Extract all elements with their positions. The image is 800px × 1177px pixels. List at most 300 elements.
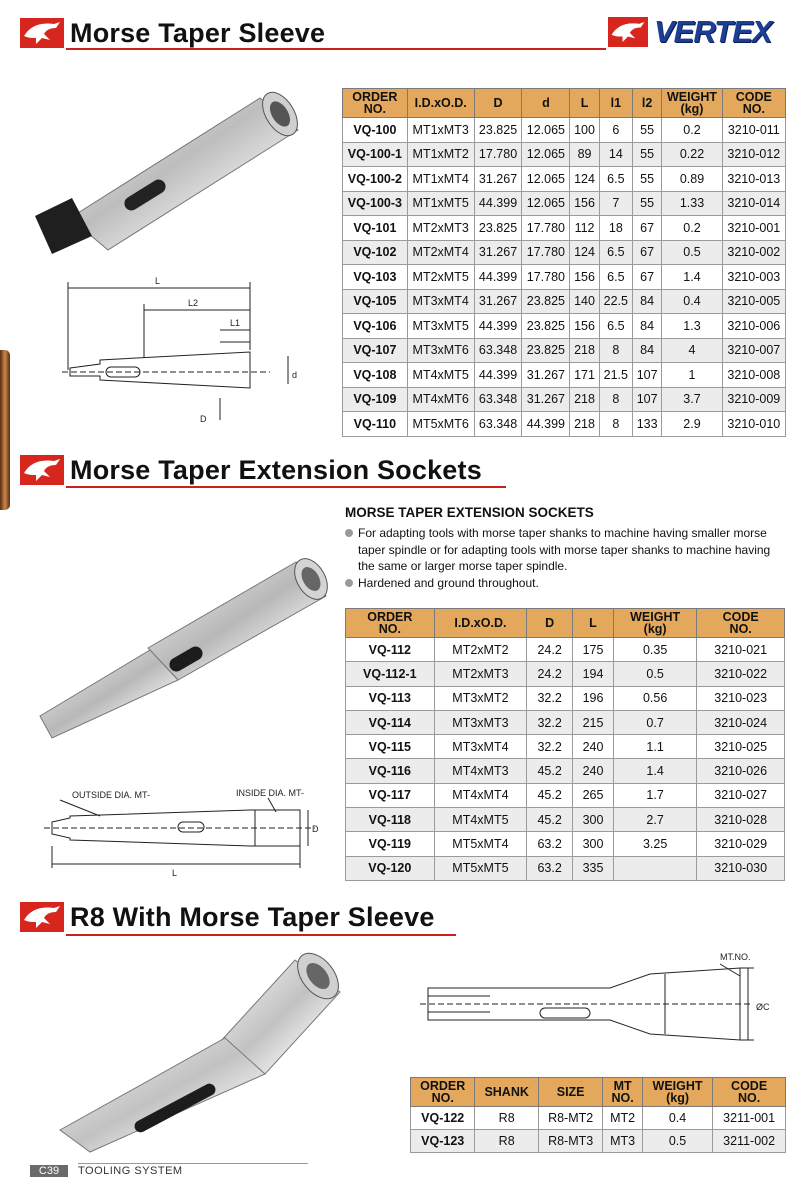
extension-subheading: MORSE TAPER EXTENSION SOCKETS	[345, 505, 594, 520]
table-cell: 240	[573, 735, 614, 759]
table-row	[343, 265, 786, 290]
table-cell: MT3xMT4	[434, 735, 527, 759]
table-cell: 6	[599, 118, 632, 143]
table-cell: 112	[570, 216, 599, 241]
table-row	[343, 142, 786, 167]
table-cell: 3210-010	[722, 412, 785, 437]
table-cell: 3210-007	[722, 338, 785, 363]
table-cell: 17.780	[474, 142, 522, 167]
table-cell: 156	[570, 265, 599, 290]
table-cell: 63.2	[527, 832, 573, 856]
eagle-icon	[20, 902, 64, 932]
table-cell: 0.5	[662, 240, 722, 265]
table-cell: 24.2	[527, 662, 573, 686]
eagle-icon	[20, 18, 64, 48]
table-row	[346, 638, 785, 662]
table-cell: 1.33	[662, 191, 722, 216]
table-cell: MT2xMT2	[434, 638, 527, 662]
order-number-cell: VQ-114	[346, 710, 435, 734]
order-number-cell: VQ-118	[346, 808, 435, 832]
order-number-cell: VQ-109	[343, 387, 408, 412]
table-cell: 23.825	[522, 338, 570, 363]
table-cell	[613, 856, 696, 880]
table-row	[343, 240, 786, 265]
column-header-line: (kg)	[680, 102, 704, 116]
section-title: Morse Taper Sleeve	[70, 18, 326, 48]
page-edge-decoration	[0, 350, 10, 510]
table-cell: 63.348	[474, 387, 522, 412]
table-row	[343, 338, 786, 363]
column-header-line: l2	[641, 96, 653, 110]
column-header-line: I.D.xO.D.	[414, 96, 467, 110]
column-header-line: L	[589, 616, 597, 630]
column-header	[411, 1078, 475, 1107]
column-header	[603, 1078, 643, 1107]
table-cell: 1.1	[613, 735, 696, 759]
table-cell: 2.7	[613, 808, 696, 832]
table-cell: 124	[570, 240, 599, 265]
table-cell: 3210-030	[697, 856, 785, 880]
column-header-line: CODE	[722, 610, 759, 624]
table-cell: 7	[599, 191, 632, 216]
column-header	[570, 89, 599, 118]
bullet-item: For adapting tools with morse taper shanks to machine having smaller morse taper spindle or for adapting tools with morse taper shanks to machine having the same or larger morse taper spindle.	[345, 525, 785, 575]
table-cell: 55	[632, 167, 661, 192]
column-header	[538, 1078, 602, 1107]
column-header	[613, 609, 696, 638]
table-cell: 44.399	[522, 412, 570, 437]
table-cell: 23.825	[522, 289, 570, 314]
column-header-line: NO.	[742, 102, 765, 116]
table-cell: MT3xMT6	[407, 338, 474, 363]
table-cell: 6.5	[599, 265, 632, 290]
table-cell: 84	[632, 338, 661, 363]
column-header	[434, 609, 527, 638]
table-cell: 55	[632, 118, 661, 143]
table-cell: 133	[632, 412, 661, 437]
table-cell: 215	[573, 710, 614, 734]
table-cell: 171	[570, 363, 599, 388]
table-cell: MT4xMT6	[407, 387, 474, 412]
dim-label-outside: OUTSIDE DIA. MT-	[72, 790, 151, 800]
table-cell: 3.7	[662, 387, 722, 412]
table-cell: 3210-008	[722, 363, 785, 388]
table-cell: 100	[570, 118, 599, 143]
column-header-line: SHANK	[484, 1085, 529, 1099]
table-cell: 8	[599, 412, 632, 437]
table-cell: 140	[570, 289, 599, 314]
footer-rule	[78, 1163, 308, 1164]
table-cell: 84	[632, 314, 661, 339]
table-cell: 44.399	[474, 314, 522, 339]
table-cell: 6.5	[599, 167, 632, 192]
dim-label-mt-no: MT.NO.	[720, 952, 751, 962]
table-cell: MT4xMT3	[434, 759, 527, 783]
table-cell: 67	[632, 240, 661, 265]
column-header-line: (kg)	[643, 622, 667, 636]
table-row	[343, 191, 786, 216]
table-cell: 31.267	[474, 289, 522, 314]
table-cell: 14	[599, 142, 632, 167]
column-header-line: WEIGHT	[667, 90, 717, 104]
table-cell: 21.5	[599, 363, 632, 388]
dim-label-l: L	[155, 276, 161, 286]
dim-label-d-small: d	[292, 370, 298, 380]
table-cell: 45.2	[527, 808, 573, 832]
table-cell: 3210-012	[722, 142, 785, 167]
table-cell: 0.4	[642, 1107, 712, 1130]
table-row	[346, 856, 785, 880]
column-header-line: NO.	[431, 1091, 454, 1105]
table-header-row	[411, 1078, 786, 1107]
table-cell: 107	[632, 387, 661, 412]
table-cell: 44.399	[474, 191, 522, 216]
table-cell: 124	[570, 167, 599, 192]
table-cell: 218	[570, 387, 599, 412]
table-cell: MT4xMT5	[434, 808, 527, 832]
column-header-line: NO.	[738, 1091, 761, 1105]
table-cell: R8	[475, 1107, 539, 1130]
table-cell: 0.4	[662, 289, 722, 314]
table-cell: 196	[573, 686, 614, 710]
column-header	[632, 89, 661, 118]
table-cell: 67	[632, 216, 661, 241]
dim-label-d: D	[312, 824, 319, 834]
table-cell: 218	[570, 338, 599, 363]
table-cell: MT4xMT5	[407, 363, 474, 388]
table-cell: 0.22	[662, 142, 722, 167]
column-header	[407, 89, 474, 118]
table-cell: 335	[573, 856, 614, 880]
table-cell: 3210-006	[722, 314, 785, 339]
table-cell: 3210-025	[697, 735, 785, 759]
column-header-line: I.D.xO.D.	[454, 616, 507, 630]
dim-label-inside: INSIDE DIA. MT-	[236, 788, 305, 798]
table-cell: MT2xMT3	[434, 662, 527, 686]
table-row	[411, 1107, 786, 1130]
column-header-line: WEIGHT	[630, 610, 681, 624]
column-header-line: MT	[613, 1079, 632, 1093]
table-cell: 218	[570, 412, 599, 437]
table-cell: 31.267	[522, 387, 570, 412]
dim-label-c: ØC	[756, 1002, 770, 1012]
sleeve-drawing	[60, 270, 310, 430]
table-cell: 3210-022	[697, 662, 785, 686]
table-cell: MT2xMT3	[407, 216, 474, 241]
table-row	[346, 662, 785, 686]
order-number-cell: VQ-122	[411, 1107, 475, 1130]
column-header	[662, 89, 722, 118]
table-cell: 6.5	[599, 240, 632, 265]
order-number-cell: VQ-101	[343, 216, 408, 241]
order-number-cell: VQ-106	[343, 314, 408, 339]
table-row	[346, 710, 785, 734]
table-row	[343, 387, 786, 412]
table-cell: MT3xMT5	[407, 314, 474, 339]
column-header	[474, 89, 522, 118]
table-row	[346, 759, 785, 783]
table-cell: MT5xMT4	[434, 832, 527, 856]
table-cell: 0.5	[613, 662, 696, 686]
table-row	[343, 289, 786, 314]
section-header-sleeve	[20, 18, 325, 48]
table-cell: 55	[632, 191, 661, 216]
table-cell: 194	[573, 662, 614, 686]
order-number-cell: VQ-102	[343, 240, 408, 265]
order-number-cell: VQ-112	[346, 638, 435, 662]
order-number-cell: VQ-100-3	[343, 191, 408, 216]
column-header-line: SIZE	[556, 1085, 585, 1099]
table-cell: 3211-001	[713, 1107, 786, 1130]
table-cell: 89	[570, 142, 599, 167]
table-row	[346, 735, 785, 759]
brand-logo	[608, 14, 792, 50]
r8-sleeve-photo	[40, 952, 360, 1157]
order-number-cell: VQ-117	[346, 783, 435, 807]
table-cell: 18	[599, 216, 632, 241]
table-row	[343, 216, 786, 241]
section-title: R8 With Morse Taper Sleeve	[70, 902, 435, 932]
column-header-line: ORDER	[352, 90, 398, 104]
column-header-line: (kg)	[666, 1091, 689, 1105]
table-cell: 3210-013	[722, 167, 785, 192]
table-cell: R8-MT3	[538, 1130, 602, 1153]
table-cell: MT1xMT3	[407, 118, 474, 143]
table-cell: 3210-024	[697, 710, 785, 734]
table-cell: MT2	[603, 1107, 643, 1130]
extension-spec-table	[345, 608, 785, 881]
table-cell: 32.2	[527, 735, 573, 759]
table-cell: 32.2	[527, 686, 573, 710]
table-row	[346, 808, 785, 832]
order-number-cell: VQ-119	[346, 832, 435, 856]
table-cell: 3210-023	[697, 686, 785, 710]
column-header-line: ORDER	[420, 1079, 466, 1093]
table-cell: 84	[632, 289, 661, 314]
table-cell: 32.2	[527, 710, 573, 734]
extension-bullets	[345, 525, 785, 591]
table-cell: 1.3	[662, 314, 722, 339]
table-cell: 12.065	[522, 167, 570, 192]
table-cell: 45.2	[527, 759, 573, 783]
column-header	[346, 609, 435, 638]
order-number-cell: VQ-108	[343, 363, 408, 388]
eagle-icon	[608, 17, 648, 47]
section-header-extension	[20, 455, 482, 485]
order-number-cell: VQ-116	[346, 759, 435, 783]
order-number-cell: VQ-113	[346, 686, 435, 710]
extension-drawing	[40, 788, 340, 878]
order-number-cell: VQ-107	[343, 338, 408, 363]
table-cell: MT5xMT6	[407, 412, 474, 437]
table-cell: 3211-002	[713, 1130, 786, 1153]
table-cell: MT2xMT4	[407, 240, 474, 265]
page-footer	[0, 1160, 800, 1177]
brand-name: VERTEX	[654, 14, 772, 49]
table-cell: 0.89	[662, 167, 722, 192]
table-cell: R8	[475, 1130, 539, 1153]
table-cell: MT1xMT2	[407, 142, 474, 167]
eagle-icon	[20, 455, 64, 485]
table-cell: 44.399	[474, 265, 522, 290]
table-cell: 3210-001	[722, 216, 785, 241]
table-cell: 67	[632, 265, 661, 290]
table-cell: 265	[573, 783, 614, 807]
table-cell: MT3xMT4	[407, 289, 474, 314]
table-cell: 175	[573, 638, 614, 662]
table-cell: 6.5	[599, 314, 632, 339]
column-header-line: ORDER	[367, 610, 413, 624]
table-cell: 23.825	[474, 216, 522, 241]
table-cell: 23.825	[522, 314, 570, 339]
table-cell: MT3xMT3	[434, 710, 527, 734]
table-row	[411, 1130, 786, 1153]
table-row	[346, 832, 785, 856]
order-number-cell: VQ-120	[346, 856, 435, 880]
table-cell: 3210-011	[722, 118, 785, 143]
order-number-cell: VQ-103	[343, 265, 408, 290]
column-header	[722, 89, 785, 118]
dim-label-l: L	[172, 868, 178, 878]
column-header	[642, 1078, 712, 1107]
table-cell: 17.780	[522, 216, 570, 241]
order-number-cell: VQ-100-2	[343, 167, 408, 192]
table-row	[343, 167, 786, 192]
table-cell: 1.4	[613, 759, 696, 783]
order-number-cell: VQ-123	[411, 1130, 475, 1153]
table-cell: 31.267	[474, 167, 522, 192]
table-cell: 300	[573, 808, 614, 832]
table-cell: 63.2	[527, 856, 573, 880]
table-cell: 17.780	[522, 265, 570, 290]
table-cell: 63.348	[474, 338, 522, 363]
table-row	[346, 783, 785, 807]
column-header-line: NO.	[363, 102, 386, 116]
page-number: C39	[30, 1165, 68, 1177]
table-row	[343, 363, 786, 388]
column-header-line: NO.	[378, 622, 401, 636]
table-cell: 8	[599, 387, 632, 412]
table-cell: MT1xMT5	[407, 191, 474, 216]
table-cell: MT4xMT4	[434, 783, 527, 807]
table-cell: 0.35	[613, 638, 696, 662]
column-header-line: CODE	[731, 1079, 768, 1093]
table-cell: 0.2	[662, 216, 722, 241]
section-rule	[66, 486, 506, 488]
table-cell: 156	[570, 191, 599, 216]
section-rule	[66, 48, 606, 50]
column-header-line: l1	[610, 96, 622, 110]
column-header-line: D	[545, 616, 555, 630]
order-number-cell: VQ-100	[343, 118, 408, 143]
table-cell: 63.348	[474, 412, 522, 437]
table-cell: 1.7	[613, 783, 696, 807]
table-row	[343, 314, 786, 339]
table-cell: 31.267	[522, 363, 570, 388]
table-cell: 107	[632, 363, 661, 388]
table-cell: 0.2	[662, 118, 722, 143]
column-header	[527, 609, 573, 638]
order-number-cell: VQ-100-1	[343, 142, 408, 167]
dim-label-l2: L2	[188, 298, 199, 308]
table-header-row	[343, 89, 786, 118]
table-cell: 3210-014	[722, 191, 785, 216]
table-header-row	[346, 609, 785, 638]
table-cell: 3210-026	[697, 759, 785, 783]
table-cell: MT3xMT2	[434, 686, 527, 710]
column-header	[573, 609, 614, 638]
table-cell: 3210-002	[722, 240, 785, 265]
table-cell: 3210-027	[697, 783, 785, 807]
table-cell: 3.25	[613, 832, 696, 856]
table-cell: 44.399	[474, 363, 522, 388]
table-cell: 3210-005	[722, 289, 785, 314]
table-cell: 1.4	[662, 265, 722, 290]
table-cell: 0.56	[613, 686, 696, 710]
table-cell: MT3	[603, 1130, 643, 1153]
table-cell: 3210-003	[722, 265, 785, 290]
column-header	[713, 1078, 786, 1107]
table-cell: 23.825	[474, 118, 522, 143]
column-header-line: d	[542, 96, 550, 110]
table-cell: 3210-028	[697, 808, 785, 832]
column-header	[522, 89, 570, 118]
section-header-r8	[20, 902, 435, 932]
column-header-line: NO.	[611, 1091, 634, 1105]
table-cell: 22.5	[599, 289, 632, 314]
r8-spec-table	[410, 1077, 786, 1153]
column-header-line: NO.	[729, 622, 752, 636]
table-cell: 240	[573, 759, 614, 783]
dim-label-l1: L1	[230, 318, 241, 328]
table-cell: 12.065	[522, 118, 570, 143]
extension-socket-photo	[28, 548, 338, 748]
table-cell: 0.5	[642, 1130, 712, 1153]
section-rule	[66, 934, 456, 936]
table-cell: 0.7	[613, 710, 696, 734]
table-cell: 31.267	[474, 240, 522, 265]
order-number-cell: VQ-105	[343, 289, 408, 314]
column-header-line: WEIGHT	[652, 1079, 703, 1093]
column-header-line: D	[493, 96, 503, 110]
table-cell: 17.780	[522, 240, 570, 265]
column-header	[697, 609, 785, 638]
table-cell: 12.065	[522, 142, 570, 167]
table-row	[343, 118, 786, 143]
table-cell: 3210-029	[697, 832, 785, 856]
table-cell: 45.2	[527, 783, 573, 807]
column-header	[599, 89, 632, 118]
table-cell: 156	[570, 314, 599, 339]
table-cell: MT5xMT5	[434, 856, 527, 880]
table-row	[343, 412, 786, 437]
footer-text: TOOLING SYSTEM	[78, 1165, 183, 1177]
table-cell: 4	[662, 338, 722, 363]
section-title: Morse Taper Extension Sockets	[70, 455, 482, 485]
table-cell: 1	[662, 363, 722, 388]
table-cell: 55	[632, 142, 661, 167]
dim-label-d-large: D	[200, 414, 207, 424]
table-cell: 300	[573, 832, 614, 856]
column-header-line: CODE	[735, 90, 772, 104]
table-cell: 3210-009	[722, 387, 785, 412]
order-number-cell: VQ-115	[346, 735, 435, 759]
table-cell: 8	[599, 338, 632, 363]
sleeve-spec-table	[342, 88, 786, 437]
r8-drawing	[420, 944, 780, 1064]
table-cell: 12.065	[522, 191, 570, 216]
column-header-line: L	[580, 96, 589, 110]
